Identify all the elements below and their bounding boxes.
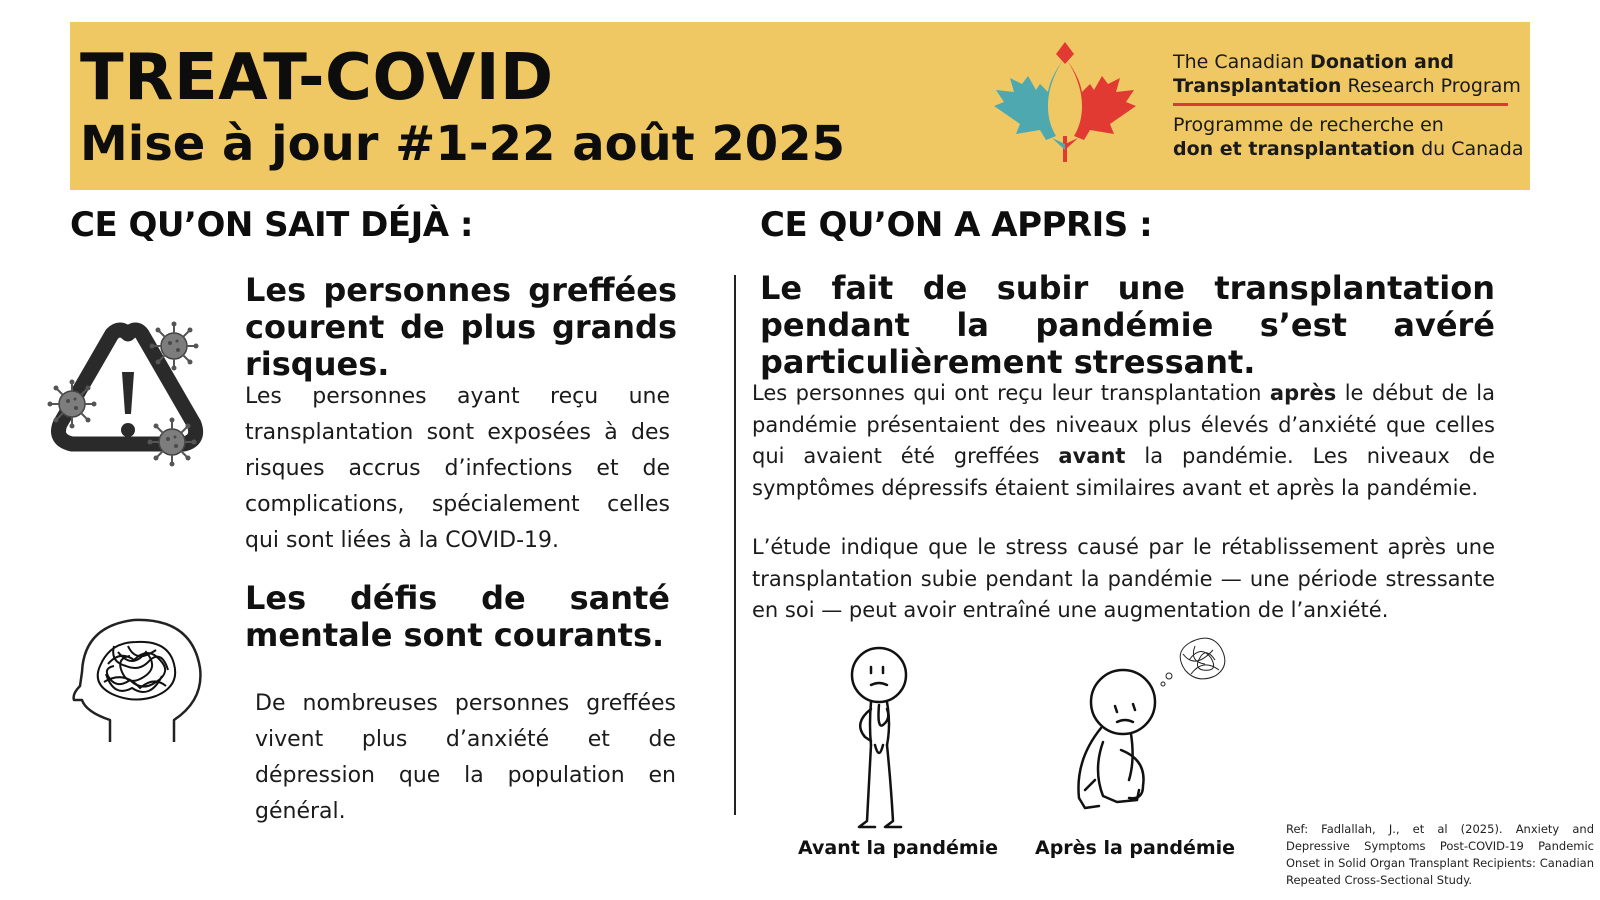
p1-bold-after: après (1269, 381, 1337, 405)
org-fr-part2: du Canada (1415, 138, 1524, 160)
maple-leaf-logo-icon (990, 40, 1140, 168)
p1-part-a: Les personnes qui ont reçu leur transplantation (752, 381, 1270, 405)
reference-citation: Ref: Fadlallah, J., et al (2025). Anxiety and Depressive Symptoms Post-COVID-19 Pandemic Onset in Solid Organ Transplant Recipients: Canadian Repeated Cross-Sectional Study. (1286, 822, 1594, 887)
right-section-heading: CE QU’ON A APPRIS : (760, 205, 1153, 245)
findings-heading: Le fait de subir une transplantation pendant la pandémie s’est avéré particulièrement stressant. (760, 269, 1495, 381)
org-en-bold2: Transplantation (1173, 75, 1342, 97)
org-divider-rule (1173, 103, 1508, 106)
org-fr-bold: don et transplantation (1173, 138, 1416, 160)
left-section-heading: CE QU’ON SAIT DÉJÀ : (70, 205, 473, 245)
risk-heading: Les personnes greffées courent de plus grands risques. (245, 271, 677, 383)
p1-part-e: la pandémie. Les niveaux de symptômes dépressifs étaient similaires avant et après la pandémie. (752, 444, 1496, 500)
page-title: TREAT-COVID (80, 41, 554, 115)
mental-health-heading: Les défis de santé mentale sont courants. (245, 579, 670, 654)
org-fr-line1: Programme de recherche en (1173, 114, 1444, 136)
caption-after-pandemic: Après la pandémie (1035, 837, 1236, 859)
organization-name (1173, 50, 1524, 161)
standing-figure-icon (835, 645, 930, 835)
findings-paragraph-1 (752, 378, 1495, 504)
page-subtitle: Mise à jour #1-22 août 2025 (80, 116, 845, 172)
p1-part-c: le début de la pandémie présentaient des niveaux plus élevés d’anxiété que celles qui avaient été greffées (752, 381, 1495, 468)
risk-text: Les personnes ayant reçu une transplantation sont exposées à des risques accrus d’infections et de complications, spécialement celles qui sont liées à la COVID-19. (245, 384, 670, 553)
caption-before-pandemic: Avant la pandémie (798, 837, 999, 859)
header-banner (70, 22, 1530, 190)
p1-bold-before: avant (1058, 444, 1126, 468)
mental-health-text: De nombreuses personnes greffées vivent plus d’anxiété et de dépression que la population en général. (255, 691, 676, 824)
head-tangled-brain-icon (70, 616, 205, 744)
org-en-part1: The Canadian (1173, 51, 1311, 73)
crouching-figure-icon (1055, 630, 1235, 825)
column-divider (734, 275, 736, 815)
org-en-part2: Research Program (1341, 75, 1521, 97)
findings-paragraph-2: L’étude indique que le stress causé par le rétablissement après une transplantation subie pendant la pandémie — une période stressante en soi — peut avoir entraîné une augmentation de l’anxiété. (752, 535, 1495, 622)
org-en-bold1: Donation and (1310, 51, 1454, 73)
warning-virus-icon (40, 312, 210, 477)
